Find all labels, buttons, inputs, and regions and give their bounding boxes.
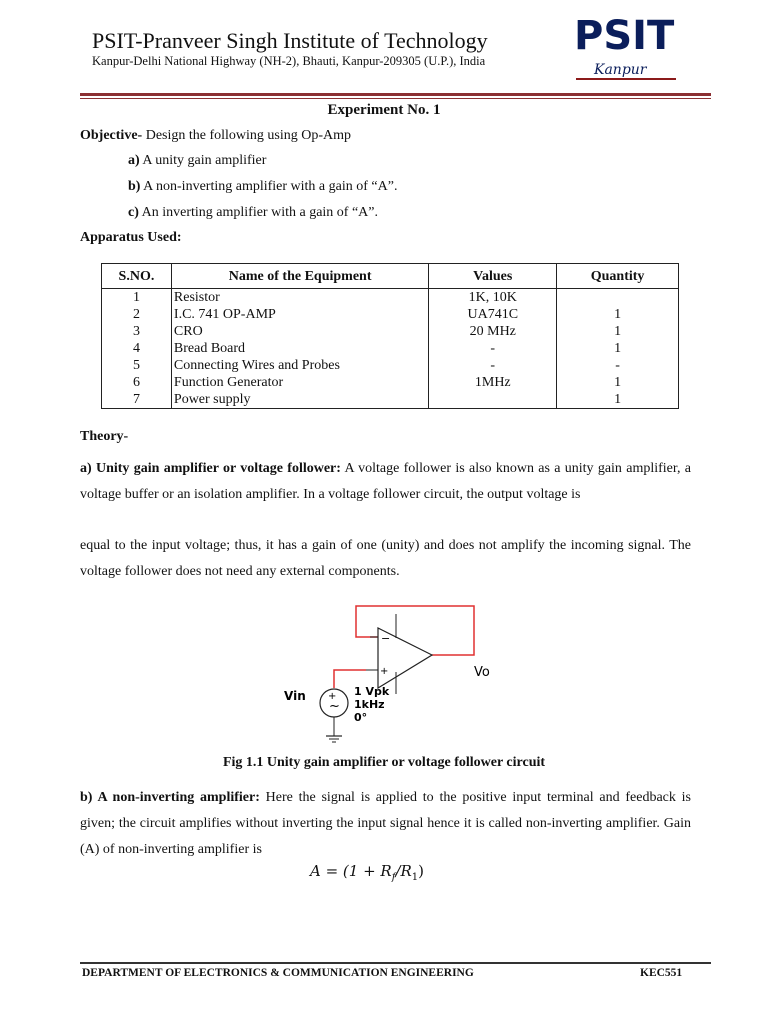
- section-a-title: a) Unity gain amplifier or voltage follower:: [80, 461, 341, 476]
- paragraph-non-inverting: [80, 785, 691, 863]
- gain-formula: [310, 862, 424, 883]
- cell-sno: 5: [102, 357, 172, 374]
- cell-sno: 1: [102, 289, 172, 307]
- cell-sno: 3: [102, 323, 172, 340]
- table-row: [102, 340, 679, 357]
- theory-heading: [80, 429, 128, 445]
- logo-underline: [576, 78, 676, 80]
- cell-quantity: 1: [557, 323, 679, 340]
- cell-value: 20 MHz: [429, 323, 557, 340]
- formula-sub-f: f: [391, 872, 396, 883]
- feedback-wire: [356, 606, 474, 655]
- cell-value: 1MHz: [429, 374, 557, 391]
- voltage-follower-circuit: [284, 600, 500, 750]
- header-rule-thin: [80, 98, 711, 99]
- table-row: [102, 374, 679, 391]
- apparatus-label: Apparatus Used:: [80, 230, 182, 245]
- cell-equipment: Power supply: [171, 391, 428, 409]
- cell-value: UA741C: [429, 306, 557, 323]
- cell-equipment: I.C. 741 OP-AMP: [171, 306, 428, 323]
- cell-quantity: 1: [557, 340, 679, 357]
- section-a-text: A voltage follower is also known as a unity gain amplifier, a voltage buffer or an isolation amplifier. In a voltage follower circuit, the output voltage is: [80, 461, 691, 502]
- formula-sub-1: 1: [411, 872, 419, 883]
- objective-line: [80, 128, 351, 144]
- objective-text: Design the following using Op-Amp: [142, 128, 352, 143]
- objective-item-text: A non-inverting amplifier with a gain of “A”.: [140, 179, 398, 194]
- institute-address: Kanpur-Delhi National Highway (NH-2), Bhauti, Kanpur-209305 (U.P.), India: [92, 54, 486, 68]
- minus-sign: −: [381, 632, 391, 645]
- cell-quantity: 1: [557, 391, 679, 409]
- column-header: Values: [429, 264, 557, 289]
- objective-item-text: An inverting amplifier with a gain of “A”.: [138, 205, 378, 220]
- objective-item-marker: c): [128, 205, 139, 220]
- footer-rule: [80, 962, 711, 964]
- cell-sno: 7: [102, 391, 172, 409]
- source-phase: 0°: [354, 711, 368, 724]
- source-amplitude: 1 Vpk: [354, 685, 390, 698]
- cell-quantity: [557, 289, 679, 307]
- cell-equipment: Resistor: [171, 289, 428, 307]
- paragraph-voltage-follower: [80, 456, 691, 508]
- cell-quantity: 1: [557, 306, 679, 323]
- objective-item-text: A unity gain amplifier: [139, 153, 267, 168]
- cell-value: 1K, 10K: [429, 289, 557, 307]
- table-row: [102, 306, 679, 323]
- column-header: Quantity: [557, 264, 679, 289]
- paragraph-voltage-follower-2: [80, 533, 691, 585]
- section-b-text: Here the signal is applied to the positive input terminal and feedback is given; the circuit amplifies without inverting the input signal hence it is called non-inverting amplifier. Gain (A) of non-inverting amplifier is: [80, 790, 691, 857]
- vo-label: Vo: [474, 665, 490, 680]
- cell-value: [429, 391, 557, 409]
- cell-equipment: CRO: [171, 323, 428, 340]
- figure-caption: Fig 1.1 Unity gain amplifier or voltage follower circuit: [222, 755, 546, 770]
- vin-label: Vin: [284, 689, 306, 703]
- theory-label: Theory-: [80, 429, 129, 444]
- objective-item-marker: a): [128, 153, 140, 168]
- cell-quantity: -: [557, 357, 679, 374]
- section-a-text-2: equal to the input voltage; thus, it has a gain of one (unity) and does not amplify the incoming signal. The voltage follower does not need any external components.: [80, 538, 691, 579]
- cell-value: -: [429, 340, 557, 357]
- header-rule: [80, 93, 711, 96]
- objective-item-marker: b): [128, 179, 141, 194]
- objective-label: Objective-: [80, 128, 143, 143]
- institute-name: PSIT-Pranveer Singh Institute of Technology: [92, 28, 488, 53]
- cell-sno: 4: [102, 340, 172, 357]
- apparatus-heading: [80, 230, 182, 246]
- source-plus: +: [328, 691, 337, 702]
- cell-quantity: 1: [557, 374, 679, 391]
- source-frequency: 1kHz: [354, 698, 385, 711]
- formula-mid: /R: [395, 862, 412, 880]
- experiment-title: Experiment No. 1: [327, 102, 441, 118]
- logo-subtext: Kanpur: [594, 62, 647, 78]
- formula-close: ): [418, 862, 425, 880]
- table-row: [102, 357, 679, 374]
- column-header: Name of the Equipment: [171, 264, 428, 289]
- objective-item: [128, 205, 378, 221]
- source-wave: ~: [329, 699, 340, 714]
- footer-department: DEPARTMENT OF ELECTRONICS & COMMUNICATION ENGINEERING: [82, 967, 474, 979]
- objective-item: [128, 179, 397, 195]
- plus-sign: +: [380, 666, 389, 677]
- psit-logo: [568, 13, 680, 84]
- footer-course-code: KEC551: [640, 967, 683, 979]
- equipment-table: [101, 263, 679, 409]
- table-row: [102, 289, 679, 307]
- formula-lhs: A = (1 + R: [310, 862, 392, 880]
- cell-equipment: Bread Board: [171, 340, 428, 357]
- table-row: [102, 391, 679, 409]
- cell-equipment: Function Generator: [171, 374, 428, 391]
- cell-equipment: Connecting Wires and Probes: [171, 357, 428, 374]
- table-row: [102, 323, 679, 340]
- cell-value: -: [429, 357, 557, 374]
- section-b-title: b) A non-inverting amplifier:: [80, 790, 260, 805]
- cell-sno: 6: [102, 374, 172, 391]
- logo-text: PSIT: [574, 13, 675, 59]
- column-header: S.NO.: [102, 264, 172, 289]
- objective-item: [128, 153, 266, 169]
- table-header-row: [102, 264, 679, 289]
- cell-sno: 2: [102, 306, 172, 323]
